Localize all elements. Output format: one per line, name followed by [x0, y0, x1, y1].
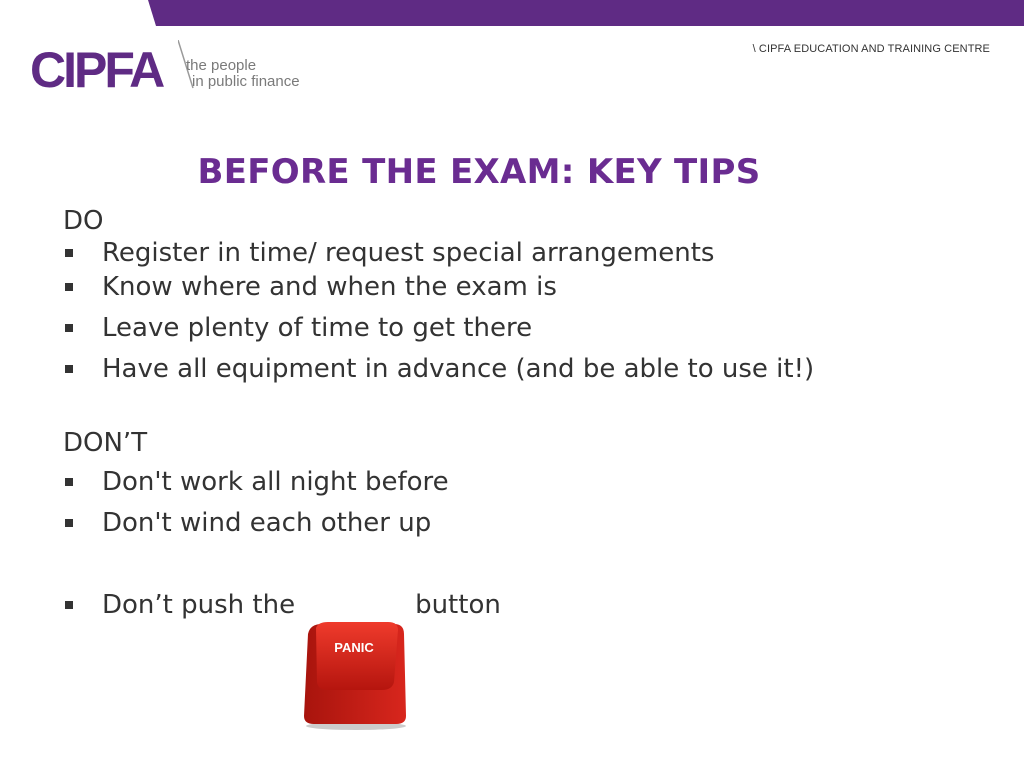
centre-label: \ CIPFA EDUCATION AND TRAINING CENTRE [752, 43, 990, 55]
panic-button-icon [302, 620, 408, 730]
bullet-icon [65, 365, 73, 373]
do-item [63, 352, 863, 386]
dont-item-panic [63, 588, 863, 622]
do-item-text: Have all equipment in advance (and be able to use it!) [102, 354, 815, 384]
do-item-text: Leave plenty of time to get there [102, 313, 533, 343]
panic-key-label: PANIC [334, 640, 374, 655]
bullet-icon [65, 601, 73, 609]
dont-heading: DON’T [63, 428, 148, 458]
slide-title: BEFORE THE EXAM: KEY TIPS [197, 152, 761, 192]
cipfa-logo [28, 40, 328, 100]
panic-suffix-text: button [415, 590, 501, 620]
bullet-icon [65, 283, 73, 291]
dont-item-text: Don't work all night before [102, 467, 449, 497]
dont-item [63, 506, 863, 540]
header-band [0, 0, 1024, 30]
do-item [63, 236, 863, 270]
do-item-text: Register in time/ request special arrangements [102, 238, 715, 268]
panic-prefix-text: Don’t push the [102, 590, 296, 620]
logo-wordmark: CIPFA [30, 42, 163, 98]
logo-tagline [186, 58, 300, 90]
slide-content [63, 206, 863, 622]
dont-item-text: Don't wind each other up [102, 508, 432, 538]
tagline-line1: the people [186, 57, 257, 74]
bullet-icon [65, 519, 73, 527]
tagline-line2: in public finance [192, 73, 300, 90]
do-item-text: Know where and when the exam is [102, 272, 557, 302]
bullet-icon [65, 249, 73, 257]
bullet-icon [65, 478, 73, 486]
do-item [63, 270, 863, 304]
do-heading: DO [63, 206, 104, 236]
bullet-icon [65, 324, 73, 332]
do-item [63, 311, 863, 345]
dont-item [63, 465, 863, 499]
